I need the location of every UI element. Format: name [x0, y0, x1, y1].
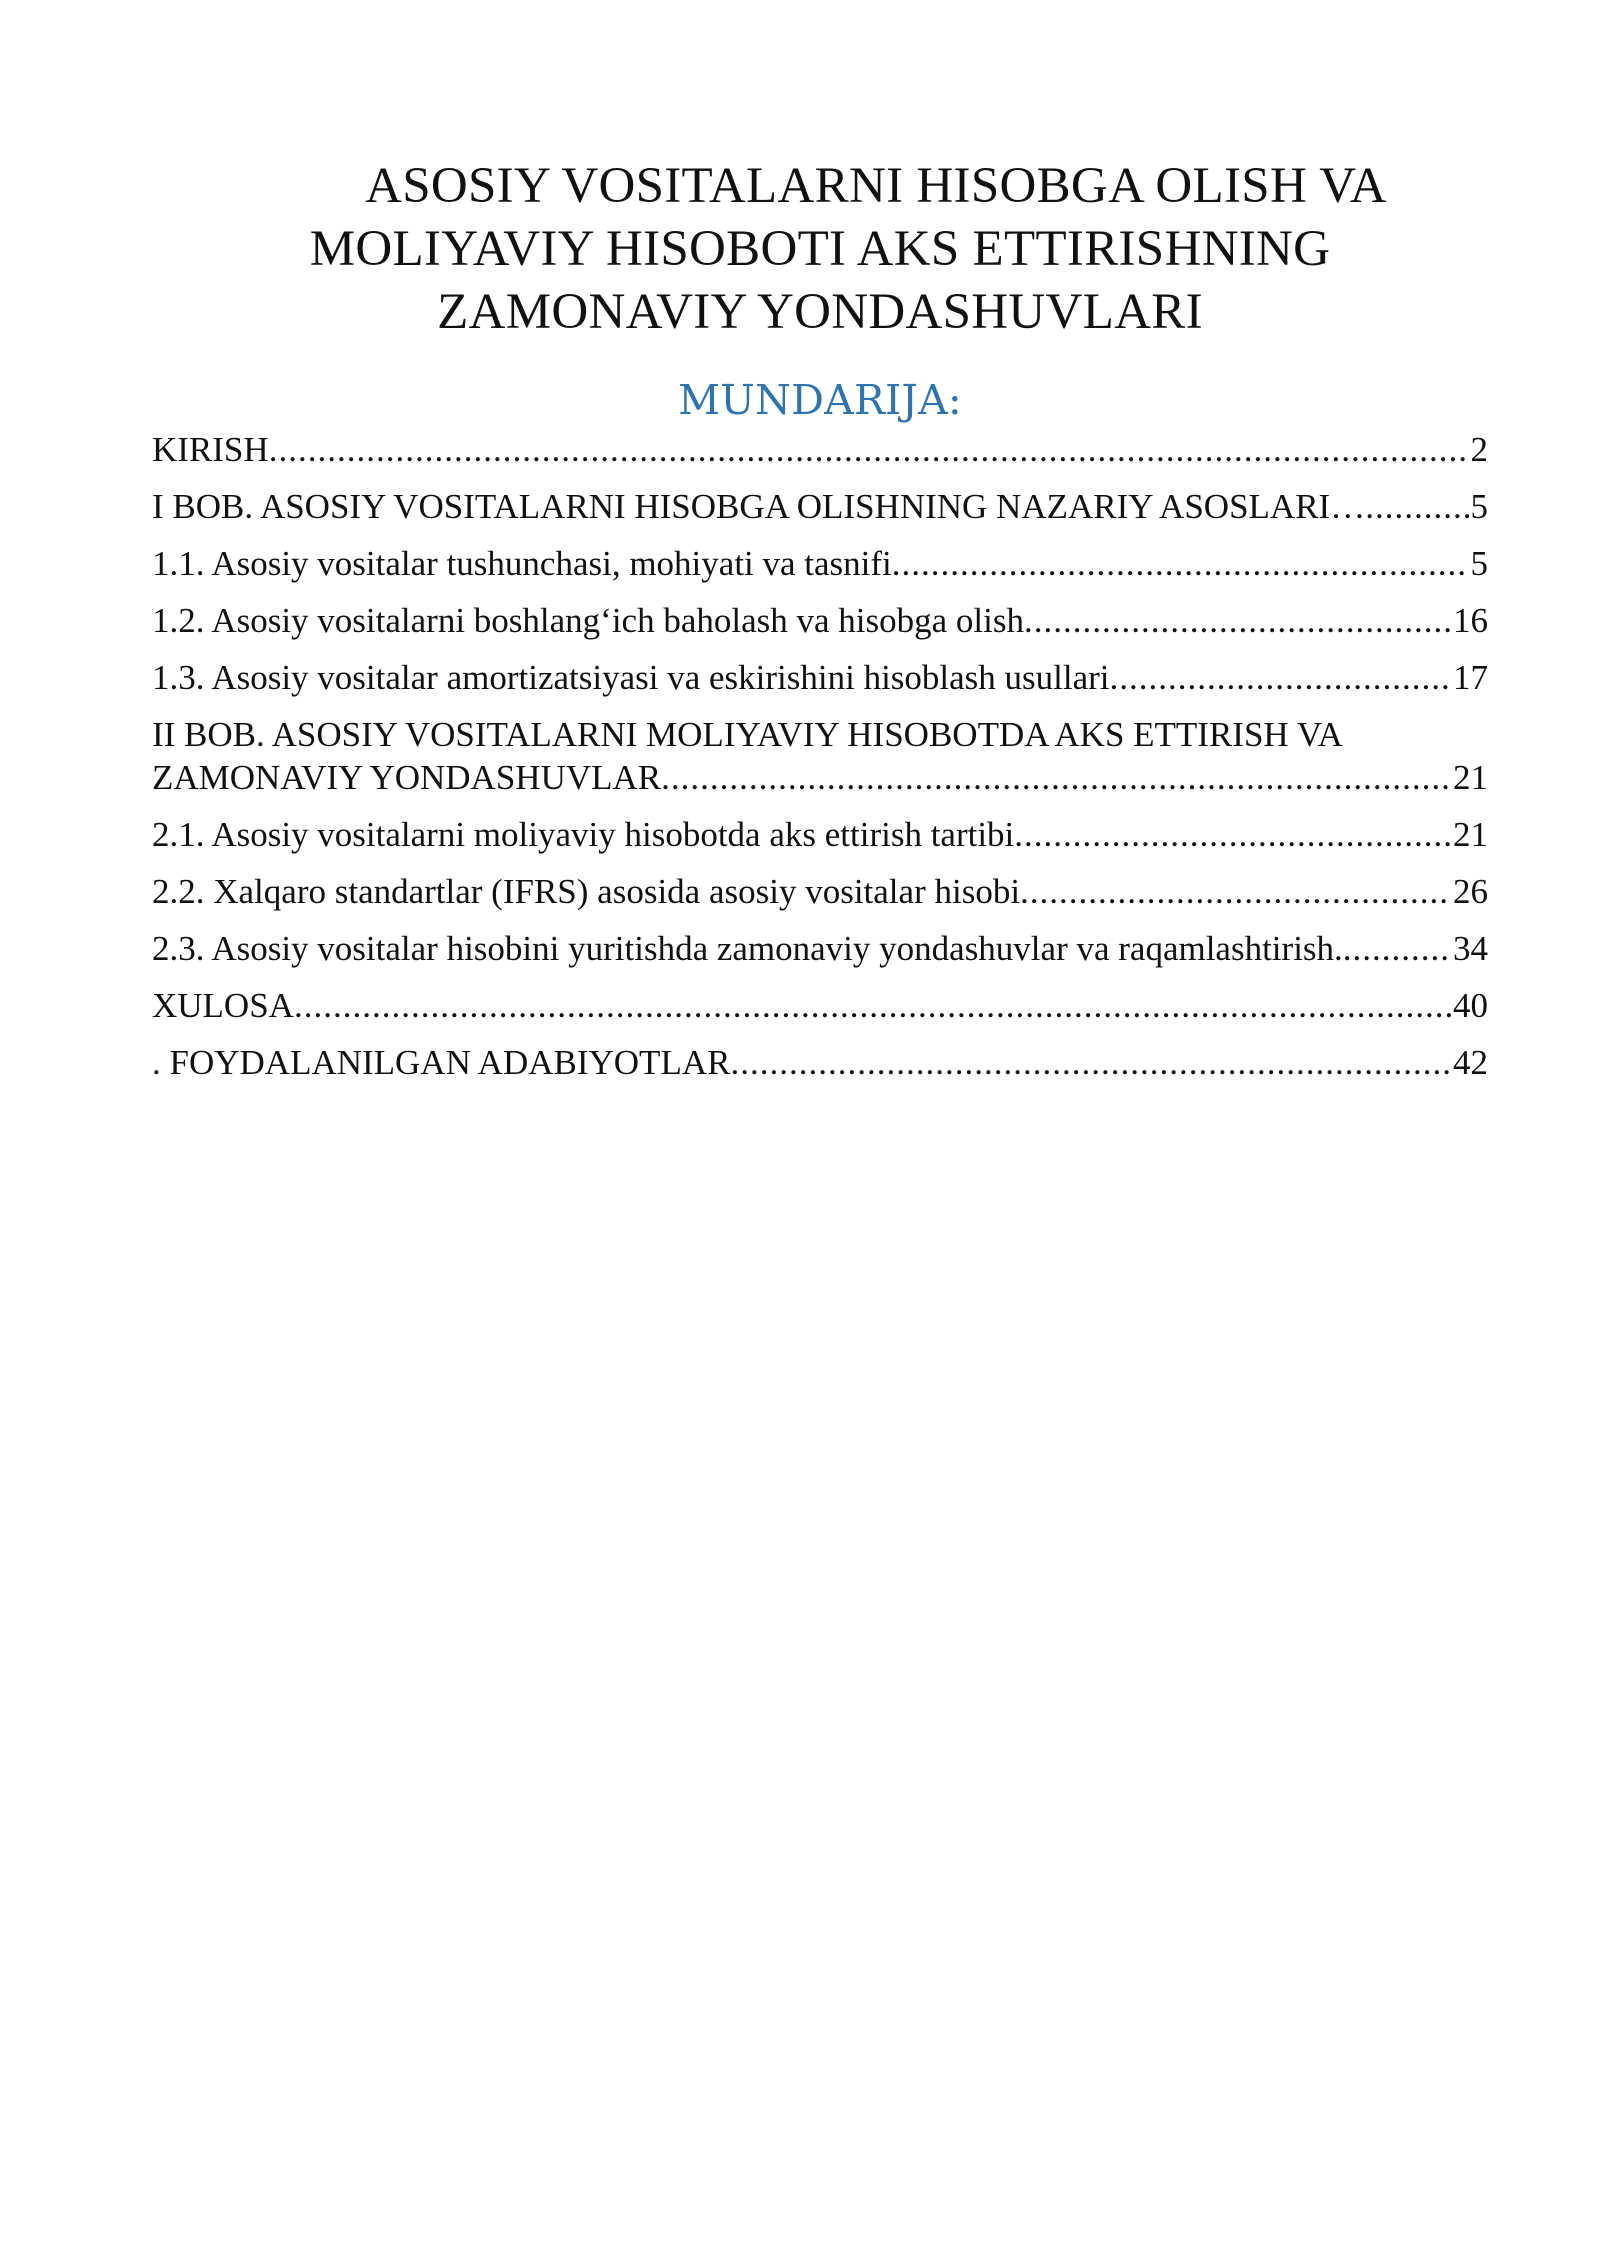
- toc-entry-title: I BOB. ASOSIY VOSITALARNI HISOBGA OLISHNING NAZARIY ASOSLARI…: [152, 487, 1366, 526]
- toc-entry-section-2-2[interactable]: [152, 870, 1488, 913]
- toc-entry-title: 2.3. Asosiy vositalar hisobini yuritishda zamonaviy yondashuvlar va raqamlashtirish.: [152, 929, 1343, 968]
- toc-entry-title: 2.1. Asosiy vositalarni moliyaviy hisobotda aks ettirish tartibi: [152, 815, 1015, 854]
- document-title-line: MOLIYAVIY HISOBOTI AKS ETTIRISHNING: [309, 221, 1331, 277]
- toc-page-number: 5: [1470, 487, 1488, 526]
- toc-entry-xulosa[interactable]: [152, 984, 1488, 1027]
- toc-dot-leader: [661, 756, 1451, 799]
- toc-page-number: 21: [1453, 815, 1488, 854]
- toc-entry-title: . FOYDALANILGAN ADABIYOTLAR: [152, 1043, 731, 1082]
- toc-entry-references[interactable]: [152, 1041, 1488, 1084]
- document-title: [152, 155, 1488, 344]
- toc-page-number: 40: [1453, 986, 1488, 1025]
- toc-entry-title-row-2: [152, 756, 1488, 799]
- toc-entry-section-1-1[interactable]: [152, 542, 1488, 585]
- toc-dot-leader: [1014, 813, 1451, 856]
- toc-entry-section-1-2[interactable]: [152, 599, 1488, 642]
- toc-entry-chapter-1[interactable]: [152, 485, 1488, 528]
- toc-entry-section-2-1[interactable]: [152, 813, 1488, 856]
- toc-page-number: 42: [1453, 1043, 1488, 1082]
- toc-entry-section-2-3[interactable]: [152, 927, 1488, 970]
- toc-page-number: 21: [1453, 758, 1488, 797]
- toc-page-number: 5: [1470, 544, 1488, 583]
- toc-dot-leader: [892, 542, 1469, 585]
- toc-dot-leader: [294, 984, 1451, 1027]
- toc-entry-title: 1.3. Asosiy vositalar amortizatsiyasi va eskirishini hisoblash usullari: [152, 658, 1110, 697]
- toc-entry-section-1-3[interactable]: [152, 656, 1488, 699]
- toc-page-number: 17: [1453, 658, 1488, 697]
- toc-entry-title: KIRISH: [152, 430, 269, 469]
- toc-dot-leader: [1020, 870, 1451, 913]
- toc-page-number: 34: [1453, 929, 1488, 968]
- toc-entry-title: 1.2. Asosiy vositalarni boshlang‘ich baholash va hisobga olish: [152, 601, 1024, 640]
- toc-entry-chapter-2[interactable]: [152, 713, 1488, 799]
- toc-page-number: 16: [1453, 601, 1488, 640]
- toc-dot-leader: [1365, 485, 1468, 528]
- toc-dot-leader: [730, 1041, 1451, 1084]
- toc-dot-leader: [1024, 599, 1451, 642]
- table-of-contents: [152, 428, 1488, 1098]
- toc-entry-title: 2.2. Xalqaro standartlar (IFRS) asosida asosiy vositalar hisobi: [152, 872, 1021, 911]
- toc-dot-leader: [1110, 656, 1451, 699]
- toc-entry-title: XULOSA: [152, 986, 294, 1025]
- toc-dot-leader: [1343, 927, 1451, 970]
- toc-page-number: 2: [1470, 430, 1488, 469]
- toc-entry-kirish[interactable]: [152, 428, 1488, 471]
- toc-dot-leader: [269, 428, 1469, 471]
- document-title-line: ASOSIY VOSITALARNI HISOBGA OLISH VA: [365, 158, 1387, 214]
- toc-heading: MUNDARIJA:: [678, 376, 962, 424]
- toc-entry-title-line-2: ZAMONAVIY YONDASHUVLAR: [152, 758, 662, 797]
- toc-entry-title-line-1: II BOB. ASOSIY VOSITALARNI MOLIYAVIY HISOBOTDA AKS ETTIRISH VA: [152, 715, 1343, 754]
- document-title-line: ZAMONAVIY YONDASHUVLARI: [437, 284, 1203, 340]
- toc-page-number: 26: [1453, 872, 1488, 911]
- toc-entry-title: 1.1. Asosiy vositalar tushunchasi, mohiyati va tasnifi: [152, 544, 892, 583]
